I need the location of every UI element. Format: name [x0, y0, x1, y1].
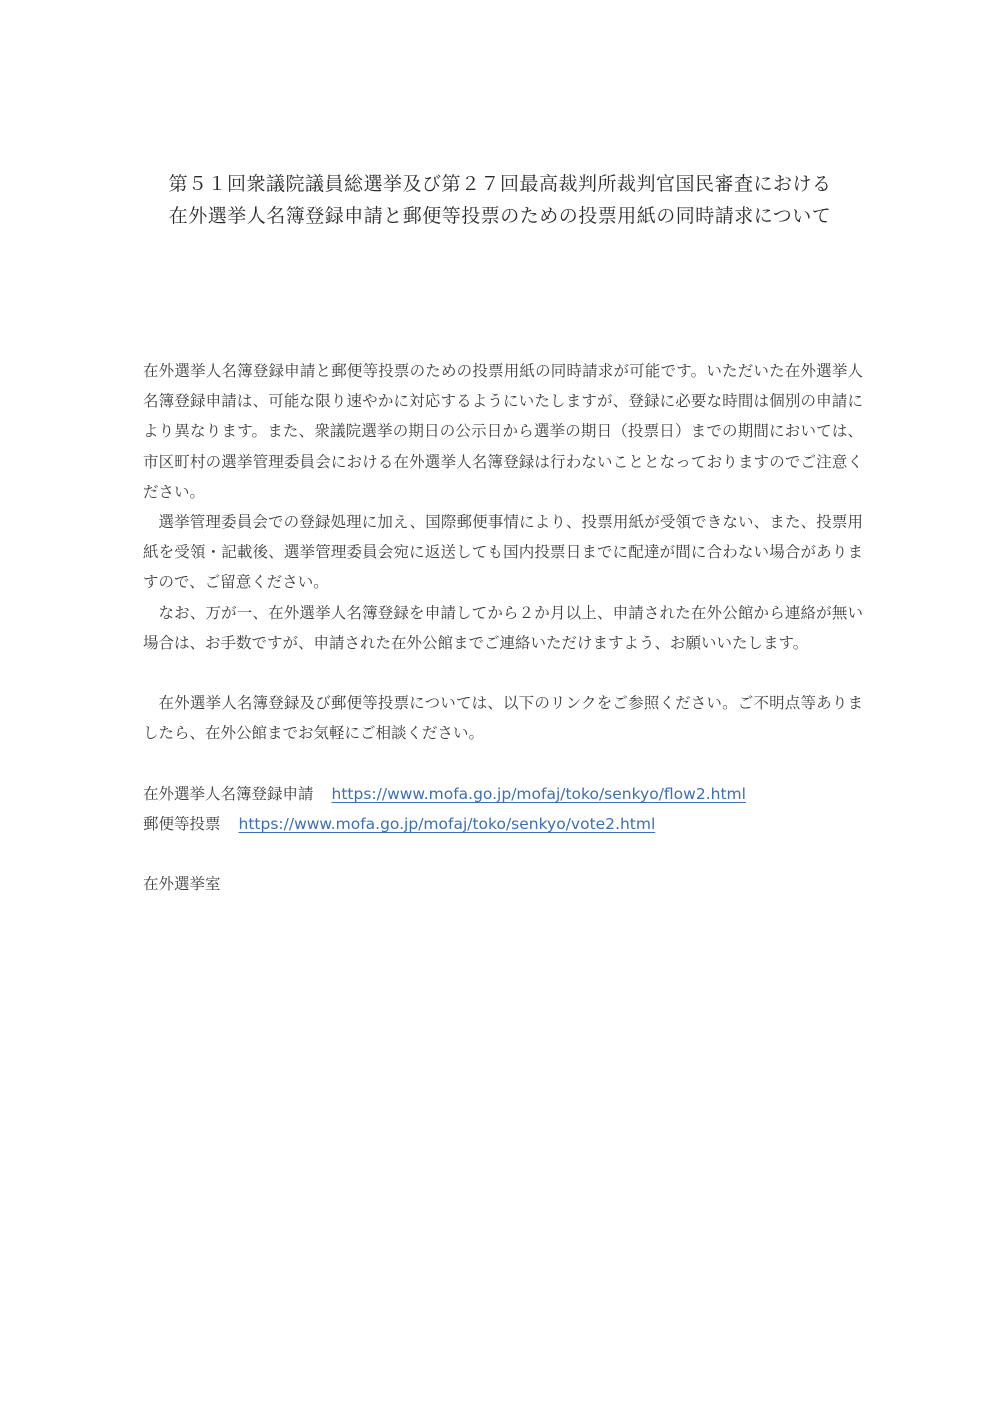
spacer — [143, 749, 863, 779]
postal-vote-link[interactable]: https://www.mofa.go.jp/mofaj/toko/senkyo/vote2.html — [238, 815, 656, 834]
link-row-registration — [143, 779, 863, 809]
link-row-postal-vote — [143, 809, 863, 839]
spacer — [143, 839, 863, 869]
paragraph-postal-notice: 選挙管理委員会での登録処理に加え、国際郵便事情により、投票用紙が受領できない、また、投票用紙を受領・記載後、選挙管理委員会宛に返送しても国内投票日までに配達が間に合わない場合がありますので、ご留意ください。 — [143, 513, 863, 592]
paragraph-contact-notice: なお、万が一、在外選挙人名簿登録を申請してから２か月以上、申請された在外公館から連絡が無い場合は、お手数ですが、申請された在外公館までご連絡いただけますよう、お願いいたします。 — [143, 603, 863, 652]
link-label-postal-vote: 郵便等投票 — [143, 815, 221, 834]
paragraph-links-intro: 在外選挙人名簿登録及び郵便等投票については、以下のリンクをご参照ください。ご不明点等ありましたら、在外公館までお気軽にご相談ください。 — [143, 694, 863, 743]
document-body — [143, 356, 863, 900]
document-title — [0, 168, 1000, 232]
link-label-registration: 在外選挙人名簿登録申請 — [143, 784, 314, 803]
title-line-2: 在外選挙人名簿登録申請と郵便等投票のための投票用紙の同時請求について — [168, 205, 832, 227]
signature: 在外選挙室 — [143, 875, 221, 894]
paragraph-simultaneous-request: 在外選挙人名簿登録申請と郵便等投票のための投票用紙の同時請求が可能です。いただいた在外選挙人名簿登録申請は、可能な限り速やかに対応するようにいたしますが、登録に必要な時間は個別の申請により異なります。また、衆議院選挙の期日の公示日から選挙の期日（投票日）までの期間においては、市区町村の選挙管理委員会における在外選挙人名簿登録は行わないこととなっておりますのでご注意ください。 — [143, 362, 863, 501]
title-line-1: 第５１回衆議院議員総選挙及び第２７回最高裁判所裁判官国民審査における — [168, 173, 832, 195]
spacer — [143, 658, 863, 688]
registration-link[interactable]: https://www.mofa.go.jp/mofaj/toko/senkyo/flow2.html — [331, 784, 746, 803]
